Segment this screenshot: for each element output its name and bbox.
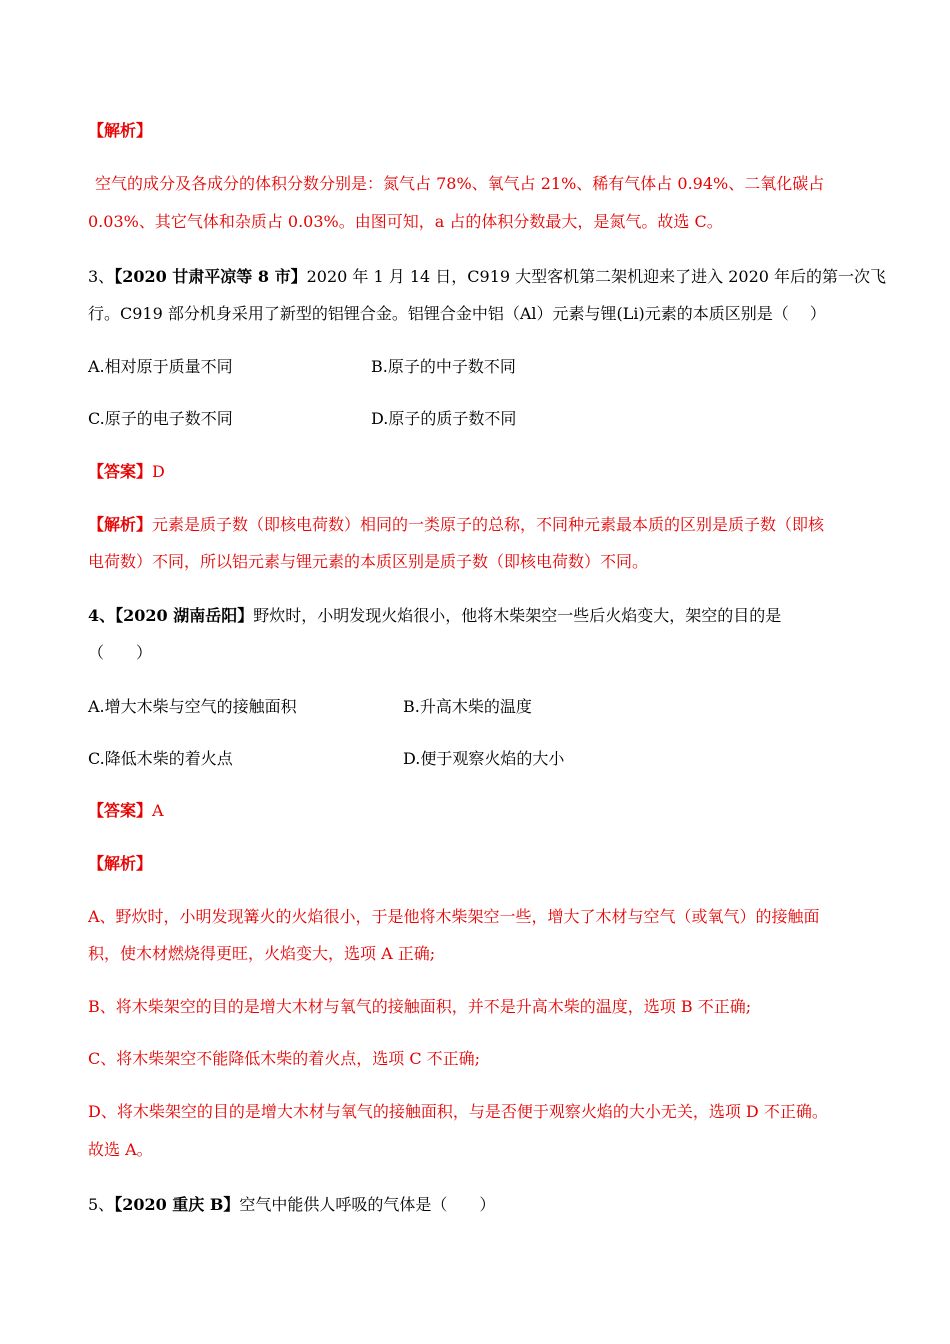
question-source: 【2020 重庆 B】 xyxy=(114,1195,240,1214)
answer-label: 【答案】 xyxy=(88,462,153,481)
question-number: 5、 xyxy=(88,1195,115,1214)
question-5-stem xyxy=(88,1195,495,1215)
question-4-stem xyxy=(88,606,781,626)
question-stem-text: 空气中能供人呼吸的气体是（ ） xyxy=(239,1195,496,1214)
explanation-heading: 【解析】 xyxy=(88,854,153,873)
question-stem-text: 行。C919 部分机身采用了新型的铝锂合金。铝锂合金中铝（Al）元素与锂(Li)元素的本质区别是（ ） xyxy=(88,304,826,323)
explanation-text-line: 故选 A。 xyxy=(88,1140,153,1159)
answer-value: D xyxy=(152,462,165,481)
answer xyxy=(88,462,165,482)
option-c: C.原子的电子数不同 xyxy=(88,409,233,428)
question-number: 4、 xyxy=(88,606,116,625)
question-source: 【2020 甘肃平凉等 8 市】 xyxy=(114,267,307,286)
explanation-text-line: C、将木柴架空不能降低木柴的着火点，选项 C 不正确; xyxy=(88,1049,481,1068)
explanation-text-line: 空气的成分及各成分的体积分数分别是：氮气占 78%、氧气占 21%、稀有气体占 0.94%、二氧化碳占 xyxy=(95,174,825,193)
option-a: A.增大木柴与空气的接触面积 xyxy=(88,697,297,716)
explanation-text-line: 积，使木材燃烧得更旺，火焰变大，选项 A 正确; xyxy=(88,944,436,963)
question-stem-text: 野炊时，小明发现火焰很小，他将木柴架空一些后火焰变大，架空的目的是 xyxy=(253,606,782,625)
question-stem-text: 2020 年 1 月 14 日，C919 大型客机第二架机迎来了进入 2020 年后的第一次飞 xyxy=(306,267,887,286)
option-b: B.升高木柴的温度 xyxy=(403,697,532,716)
explanation-heading: 【解析】 xyxy=(88,121,153,140)
option-d: D.原子的质子数不同 xyxy=(371,409,517,428)
option-c: C.降低木柴的着火点 xyxy=(88,749,233,768)
explanation xyxy=(88,515,824,535)
option-a: A.相对原于质量不同 xyxy=(88,357,233,376)
question-source: 【2020 湖南岳阳】 xyxy=(115,606,254,625)
explanation-text-line: D、将木柴架空的目的是增大木材与氧气的接触面积，与是否便于观察火焰的大小无关，选项 D 不正确。 xyxy=(88,1102,828,1121)
question-3-stem xyxy=(88,267,886,287)
explanation-text-line: 0.03%、其它气体和杂质占 0.03%。由图可知，a 占的体积分数最大，是氮气。故选 C。 xyxy=(88,212,723,231)
question-number: 3、 xyxy=(88,267,115,286)
explanation-text-line: 电荷数）不同，所以铝元素与锂元素的本质区别是质子数（即核电荷数）不同。 xyxy=(88,552,649,571)
explanation-text-line: A、野炊时，小明发现篝火的火焰很小，于是他将木柴架空一些，增大了木材与空气（或氧气）的接触面 xyxy=(88,907,820,926)
question-stem-text: （ ） xyxy=(88,643,153,662)
explanation-heading: 【解析】 xyxy=(88,515,153,534)
option-b: B.原子的中子数不同 xyxy=(371,357,516,376)
answer-value: A xyxy=(152,801,164,820)
explanation-text-line: B、将木柴架空的目的是增大木材与氧气的接触面积，并不是升高木柴的温度，选项 B 不正确; xyxy=(88,997,752,1016)
answer xyxy=(88,801,164,821)
explanation-text-line: 元素是质子数（即核电荷数）相同的一类原子的总称，不同种元素最本质的区别是质子数（即核 xyxy=(152,515,825,534)
option-d: D.便于观察火焰的大小 xyxy=(403,749,565,768)
answer-label: 【答案】 xyxy=(88,801,153,820)
